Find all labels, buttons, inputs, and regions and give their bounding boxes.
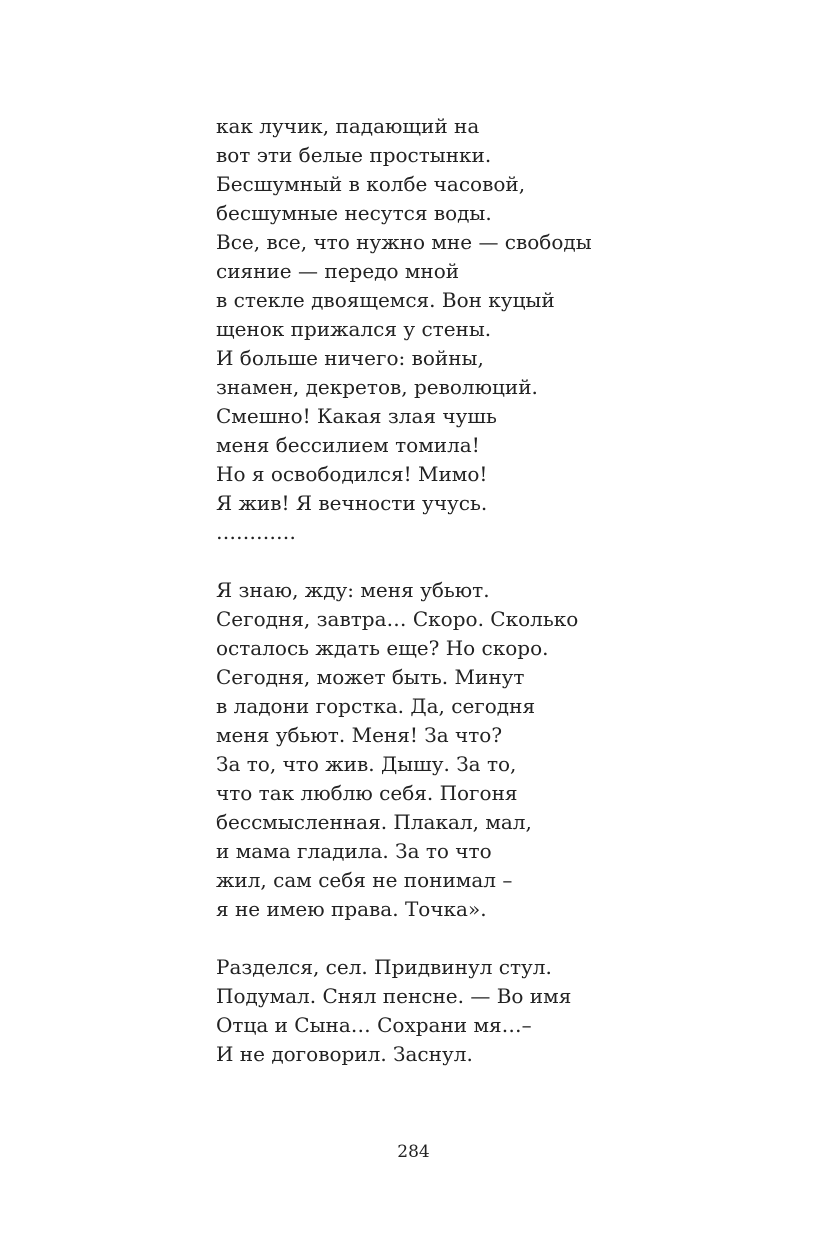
poem-line: как лучик, падающий на	[216, 114, 480, 138]
poem-line: знамен, декретов, революций.	[216, 375, 538, 399]
poem-line: вот эти белые простынки.	[216, 143, 492, 167]
poem-line: Сегодня, завтра… Скоро. Сколько	[216, 607, 579, 631]
poem-line: И больше ничего: войны,	[216, 346, 484, 370]
poem-line: я не имею права. Точка».	[216, 897, 487, 921]
poem-line: бесшумные несутся воды.	[216, 201, 492, 225]
stanza-3	[216, 953, 776, 1069]
poem-line: Бесшумный в колбе часовой,	[216, 172, 526, 196]
poem-line: жил, сам себя не понимал –	[216, 868, 513, 892]
poem-line: Разделся, сел. Придвинул стул.	[216, 955, 552, 979]
stanza-break	[216, 924, 776, 953]
poem-line: меня убьют. Меня! За что?	[216, 723, 503, 747]
poem-line: Сегодня, может быть. Минут	[216, 665, 525, 689]
stanza-2	[216, 576, 776, 924]
stanza-1	[216, 112, 776, 547]
poem-line: Но я освободился! Мимо!	[216, 462, 488, 486]
poem-line: И не договорил. Заснул.	[216, 1042, 473, 1066]
ellipsis-line: …………	[216, 520, 296, 544]
poem-line: в стекле двоящемся. Вон куцый	[216, 288, 555, 312]
poem-line: Смешно! Какая злая чушь	[216, 404, 497, 428]
poem-line: в ладони горстка. Да, сегодня	[216, 694, 536, 718]
page-number: 284	[397, 1142, 430, 1162]
poem-line: осталось ждать еще? Но скоро.	[216, 636, 549, 660]
poem-line: бессмысленная. Плакал, мал,	[216, 810, 532, 834]
poem-line: Я жив! Я вечности учусь.	[216, 491, 488, 515]
poem-line: меня бессилием томила!	[216, 433, 480, 457]
stanza-break	[216, 547, 776, 576]
poem-line: За то, что жив. Дышу. За то,	[216, 752, 517, 776]
poem-line: Я знаю, жду: меня убьют.	[216, 578, 490, 602]
poem-line: Отца и Сына… Сохрани мя…–	[216, 1013, 532, 1037]
poem-text	[216, 112, 776, 1069]
poem-line: что так люблю себя. Погоня	[216, 781, 518, 805]
poem-line: Все, все, что нужно мне — свободы	[216, 230, 592, 254]
poem-line: сияние — передо мной	[216, 259, 460, 283]
poem-line: и мама гладила. За то что	[216, 839, 492, 863]
poem-line: Подумал. Снял пенсне. — Во имя	[216, 984, 572, 1008]
poem-line: щенок прижался у стены.	[216, 317, 492, 341]
